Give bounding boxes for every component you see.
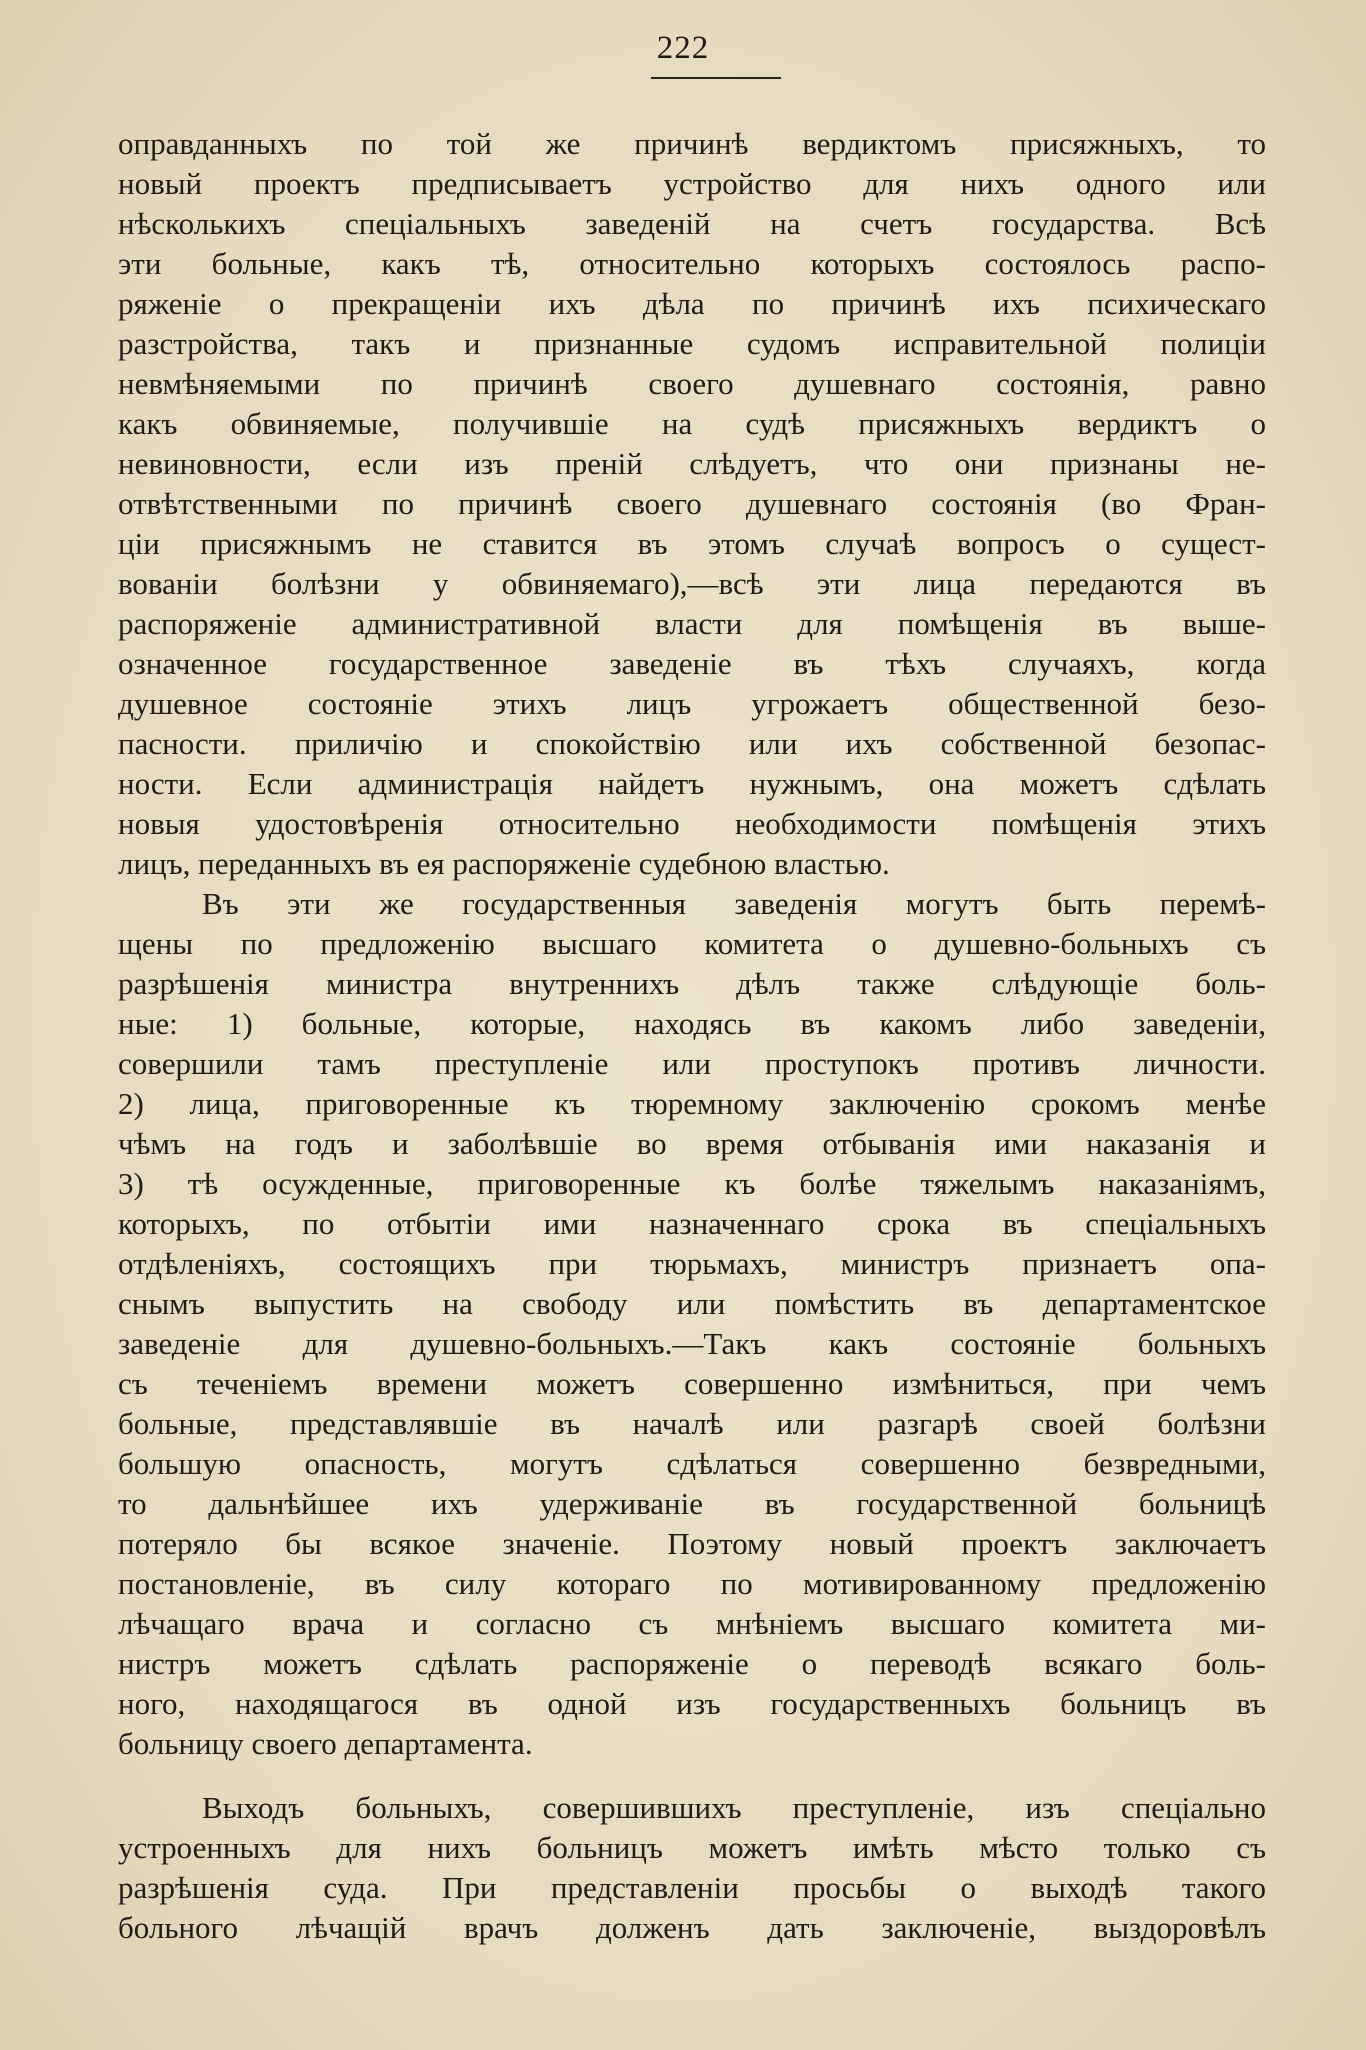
text-line: чѣмъ на годъ и заболѣвшіе во время отбыванія ими наказанія и [118, 1126, 1266, 1161]
text-line: большую опасность, могутъ сдѣлаться совершенно безвредными, [118, 1446, 1266, 1481]
text-line: больного лѣчащій врачъ долженъ дать заключеніе, выздоровѣлъ [118, 1910, 1266, 1945]
paragraph [118, 1788, 1266, 1948]
page-number: 222 [656, 30, 710, 66]
text-line: ціи присяжнымъ не ставится въ этомъ случаѣ вопросъ о сущест- [118, 526, 1266, 561]
text-line: совершили тамъ преступленіе или проступокъ противъ личности. [118, 1046, 1266, 1081]
text-line: новыя удостовѣренія относительно необходимости помѣщенія этихъ [118, 806, 1266, 841]
text-line: которыхъ, по отбытіи ими назначеннаго срока въ спеціальныхъ [118, 1206, 1266, 1241]
text-line: пасности. приличію и спокойствію или ихъ собственной безопас- [118, 726, 1266, 761]
text-line: вованіи болѣзни у обвиняемаго),—всѣ эти лица передаются въ [118, 566, 1266, 601]
text-line: 2) лица, приговоренные къ тюремному заключенію срокомъ менѣе [118, 1086, 1266, 1121]
text-line: больные, представлявшіе въ началѣ или разгарѣ своей болѣзни [118, 1406, 1266, 1441]
text-line: разстройства, такъ и признанные судомъ исправительной полиціи [118, 326, 1266, 361]
text-line: снымъ выпустить на свободу или помѣстить въ департаментское [118, 1286, 1266, 1321]
text-line: отдѣленіяхъ, состоящихъ при тюрьмахъ, министръ признаетъ опа- [118, 1246, 1266, 1281]
text-line: новый проектъ предписываетъ устройство для нихъ одного или [118, 166, 1266, 201]
text-line: означенное государственное заведеніе въ тѣхъ случаяхъ, когда [118, 646, 1266, 681]
text-line: лѣчащаго врача и согласно съ мнѣніемъ высшаго комитета ми- [118, 1606, 1266, 1641]
text-line: Въ эти же государственныя заведенія могутъ быть перемѣ- [202, 886, 1266, 921]
text-line: 3) тѣ осужденные, приговоренные къ болѣе тяжелымъ наказаніямъ, [118, 1166, 1266, 1201]
text-line: ряженіе о прекращеніи ихъ дѣла по причинѣ ихъ психическаго [118, 286, 1266, 321]
body-text [118, 124, 1266, 1948]
text-line: ные: 1) больные, которые, находясь въ какомъ либо заведеніи, [118, 1006, 1266, 1041]
text-line: распоряженіе административной власти для помѣщенія въ выше- [118, 606, 1266, 641]
text-line: потеряло бы всякое значеніе. Поэтому новый проектъ заключаетъ [118, 1526, 1266, 1561]
text-line: нѣсколькихъ спеціальныхъ заведеній на счетъ государства. Всѣ [118, 206, 1266, 241]
text-line: то дальнѣйшее ихъ удерживаніе въ государственной больницѣ [118, 1486, 1266, 1521]
text-line: разрѣшенія министра внутреннихъ дѣлъ также слѣдующіе боль- [118, 966, 1266, 1001]
text-line: ного, находящагося въ одной изъ государственныхъ больницъ въ [118, 1686, 1266, 1721]
text-line: лицъ, переданныхъ въ ея распоряженіе судебною властью. [118, 846, 890, 881]
text-line: ности. Если администрація найдетъ нужнымъ, она можетъ сдѣлать [118, 766, 1266, 801]
text-line: нистръ можетъ сдѣлать распоряженіе о переводѣ всякаго боль- [118, 1646, 1266, 1681]
text-line: устроенныхъ для нихъ больницъ можетъ имѣть мѣсто только съ [118, 1830, 1266, 1865]
text-line: оправданныхъ по той же причинѣ вердиктомъ присяжныхъ, то [118, 126, 1266, 161]
text-line: заведеніе для душевно-больныхъ.—Такъ какъ состояніе больныхъ [118, 1326, 1266, 1361]
text-line: Выходъ больныхъ, совершившихъ преступленіе, изъ спеціально [202, 1790, 1266, 1825]
text-line: разрѣшенія суда. При представленіи просьбы о выходѣ такого [118, 1870, 1266, 1905]
text-line: съ теченіемъ времени можетъ совершенно измѣниться, при чемъ [118, 1366, 1266, 1401]
text-line: эти больные, какъ тѣ, относительно которыхъ состоялось распо- [118, 246, 1266, 281]
paragraph [118, 884, 1266, 1764]
text-line: отвѣтственными по причинѣ своего душевнаго состоянія (во Фран- [118, 486, 1266, 521]
paragraph [118, 124, 1266, 884]
text-line: какъ обвиняемые, получившіе на судѣ присяжныхъ вердиктъ о [118, 406, 1266, 441]
text-line: душевное состояніе этихъ лицъ угрожаетъ общественной безо- [118, 686, 1266, 721]
paragraph-gap [118, 1764, 1266, 1788]
text-line: щены по предложенію высшаго комитета о душевно-больныхъ съ [118, 926, 1266, 961]
text-line: больницу своего департамента. [118, 1726, 533, 1761]
text-line: постановленіе, въ силу котораго по мотивированному предложенію [118, 1566, 1266, 1601]
text-line: невиновности, если изъ преній слѣдуетъ, что они признаны не- [118, 446, 1266, 481]
text-line: невмѣняемыми по причинѣ своего душевнаго состоянія, равно [118, 366, 1266, 401]
header-rule [651, 77, 781, 79]
